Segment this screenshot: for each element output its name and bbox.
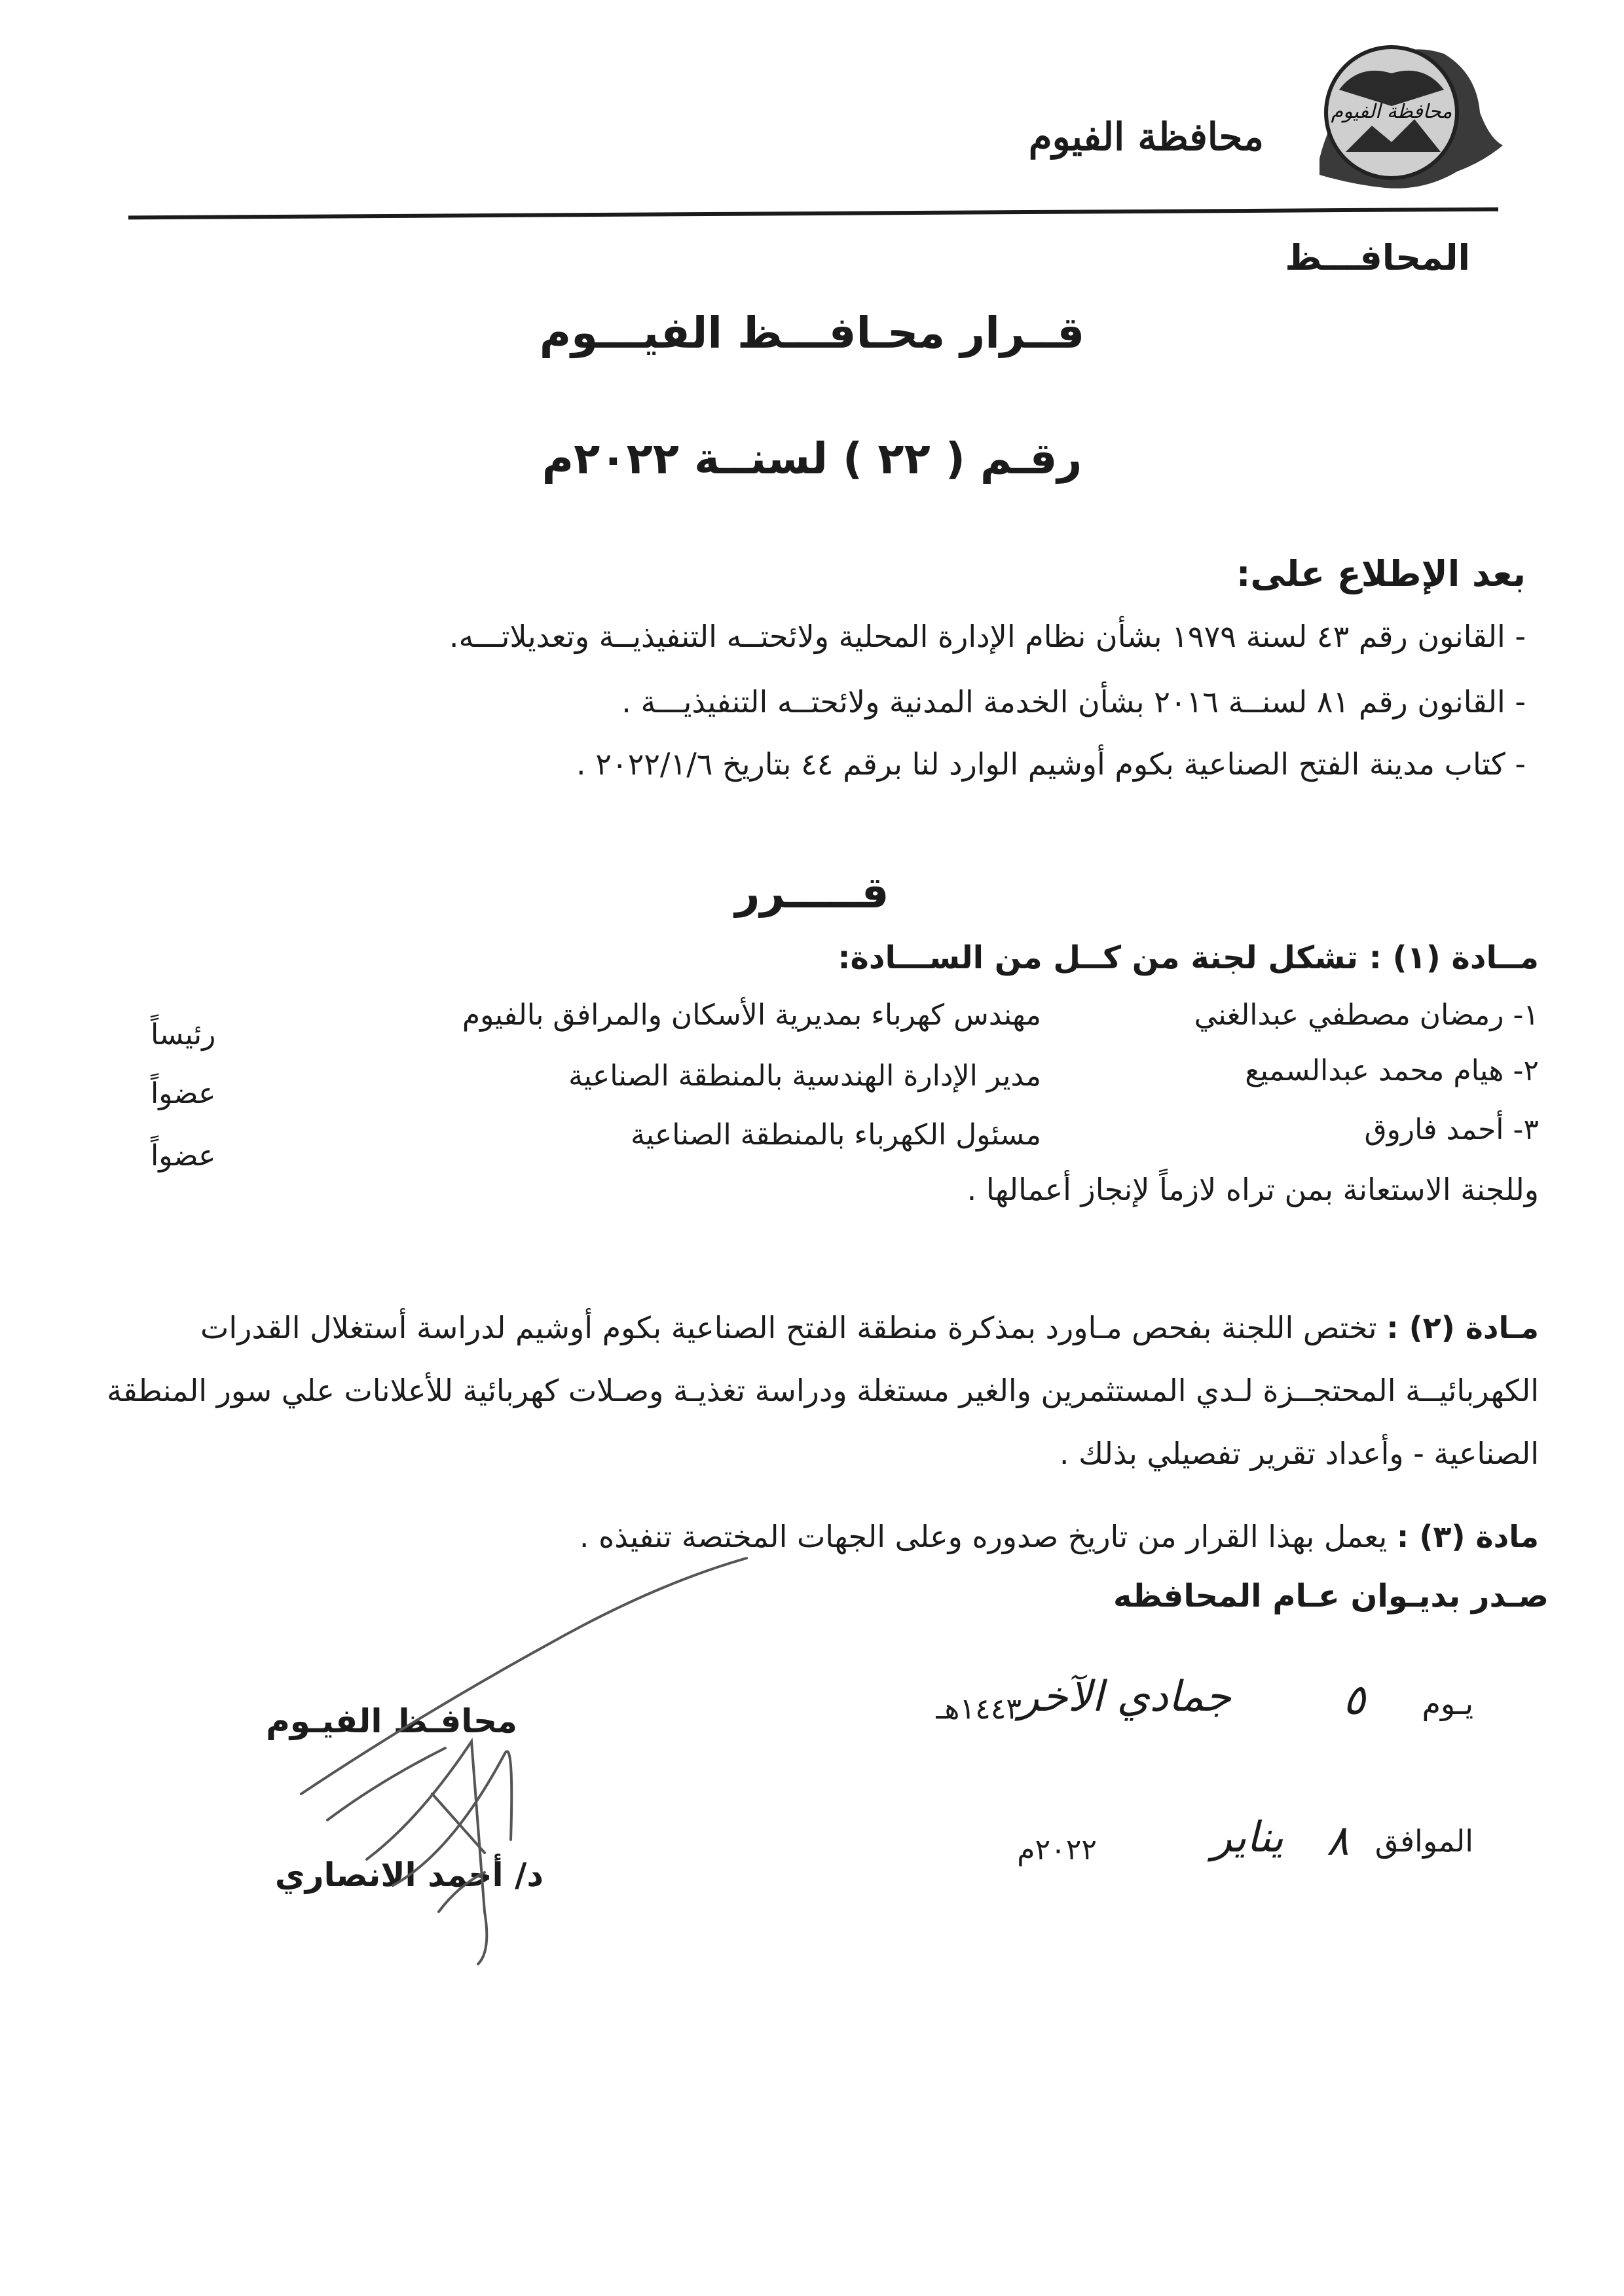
decision-title: قــرار محـافـــظ الفيـــوم <box>539 308 1085 358</box>
member-name: ٣- أحمد فاروق <box>1364 1113 1539 1146</box>
hijri-day: ٥ <box>1342 1676 1365 1724</box>
preamble-item: - القانون رقم ٤٣ لسنة ١٩٧٩ بشأن نظام الإدارة المحلية ولائحتــه التنفيذيــة وتعديلاتـــه. <box>449 619 1526 654</box>
gregorian-date-label: الموافق <box>1375 1823 1473 1859</box>
svg-text:محافظة الفيوم: محافظة الفيوم <box>1331 100 1452 123</box>
preamble-item: - القانون رقم ٨١ لسنــة ٢٠١٦ بشأن الخدمة المدنية ولائحتــه التنفيذيـــة . <box>621 684 1526 720</box>
signatory-title: محافـظ الفيـوم <box>266 1702 517 1740</box>
hijri-year: ١٤٤٣هـ <box>936 1692 1022 1726</box>
header-divider <box>128 208 1498 220</box>
article-1-note: وللجنة الاستعانة بمن تراه لازماً لإنجاز أعمالها . <box>967 1172 1539 1207</box>
article-3-label: مادة (٣) : <box>1396 1519 1539 1554</box>
gregorian-year: ٢٠٢٢م <box>1017 1833 1097 1867</box>
preamble-heading: بعد الإطلاع على: <box>1236 553 1526 594</box>
preamble-item: - كتاب مدينة الفتح الصناعية بكوم أوشيم الوارد لنا برقم ٤٤ بتاريخ ٢٠٢٢/١/٦ . <box>576 746 1526 782</box>
gregorian-month: يناير <box>1211 1813 1283 1862</box>
member-role: عضواً <box>151 1077 216 1110</box>
signatory-name: د/ أحمد الانصاري <box>274 1856 544 1894</box>
issued-at: صـدر بديـوان عـام المحافظه <box>1113 1578 1549 1614</box>
member-position: مهندس كهرباء بمديرية الأسكان والمرافق بالفيوم <box>462 998 1041 1032</box>
hijri-month: جمادي الآخر <box>1018 1673 1231 1721</box>
office-label: المحافـــظ <box>1285 237 1470 278</box>
member-role: رئيساً <box>151 1018 216 1051</box>
article-1-heading: مــادة (١) : تشكل لجنة من كــل من الســـادة: <box>838 939 1539 976</box>
decision-number: رقـم ( ٢٢ ) لسنــة ٢٠٢٢م <box>542 433 1082 484</box>
governorate-logo <box>1293 27 1509 204</box>
gregorian-day: ٨ <box>1326 1817 1349 1865</box>
member-name: ٢- هيام محمد عبدالسميع <box>1245 1054 1539 1087</box>
handwritten-signature <box>288 1545 773 1977</box>
member-position: مدير الإدارة الهندسية بالمنطقة الصناعية <box>568 1059 1041 1093</box>
article-2-text: تختص اللجنة بفحص مـاورد بمذكرة منطقة الفتح الصناعية بكوم أوشيم لدراسة أستغلال القدرات الكهربائيــة المحتجــزة لـدي المستثمرين والغير مستغلة ودراسة تغذيـة وصـلات كهربائية للأعلانات علي سور المنطقة الصناعية - وأعداد تقرير تفصيلي بذلك . <box>107 1310 1539 1471</box>
hijri-date-label: يـوم <box>1422 1686 1473 1721</box>
member-name: ١- رمضان مصطفي عبدالغني <box>1194 998 1539 1032</box>
article-3-text: يعمل بهذا القرار من تاريخ صدوره وعلى الجهات المختصة تنفيذه . <box>579 1519 1388 1554</box>
article-2-label: مـادة (٢) : <box>1386 1310 1539 1345</box>
governorate-name: محافظة الفيوم <box>1028 115 1264 159</box>
member-position: مسئول الكهرباء بالمنطقة الصناعية <box>631 1118 1041 1152</box>
decided-heading: قـــــرر <box>735 867 889 918</box>
article-2 <box>92 1296 1539 1485</box>
member-role: عضواً <box>151 1139 216 1173</box>
